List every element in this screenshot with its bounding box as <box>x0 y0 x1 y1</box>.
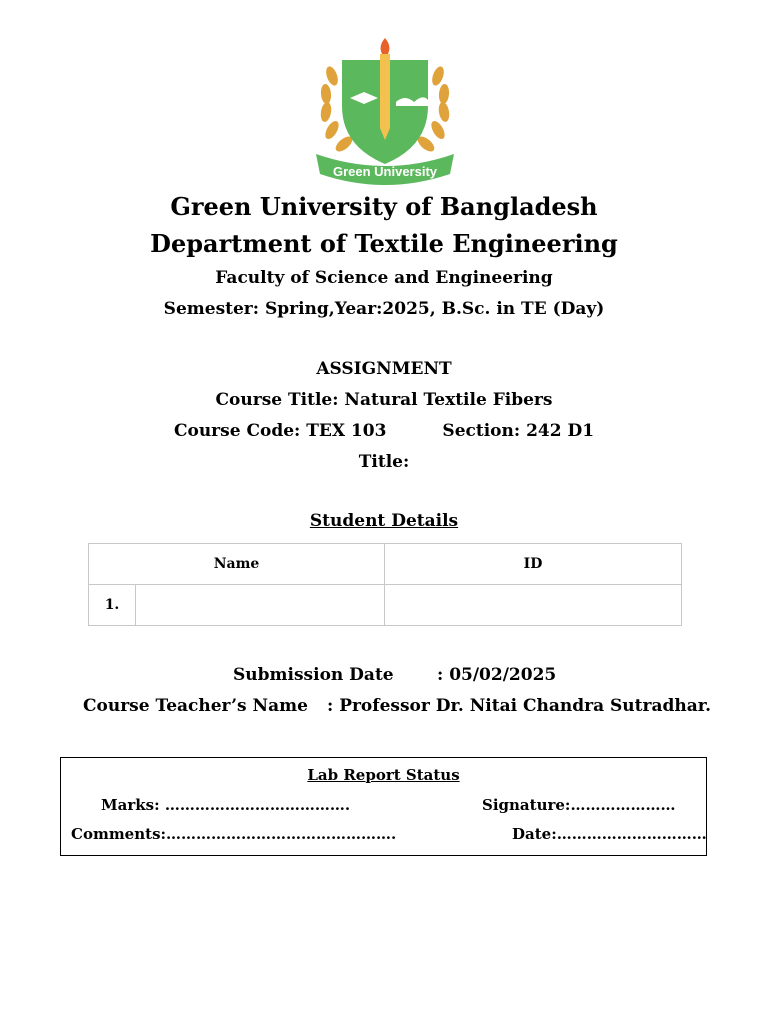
column-header-name: Name <box>89 544 385 585</box>
lab-report-status-heading: Lab Report Status <box>307 766 460 784</box>
table-row <box>89 585 682 626</box>
comments-field: Comments:………………………………………. <box>71 825 397 843</box>
university-name: Green University of Bangladesh <box>170 192 598 221</box>
marks-field: Marks: ………………………………. <box>101 796 351 814</box>
faculty-name: Faculty of Science and Engineering <box>215 268 553 288</box>
course-code-row <box>0 421 768 441</box>
student-details-heading: Student Details <box>309 511 459 531</box>
column-header-id: ID <box>385 544 682 585</box>
teacher-name-label: Course Teacher’s Name <box>83 696 308 716</box>
torch-icon <box>380 54 390 140</box>
student-id-cell <box>385 585 682 626</box>
department-name: Department of Textile Engineering <box>150 229 618 258</box>
assignment-heading: ASSIGNMENT <box>316 359 452 379</box>
date-field: Date:………………………… <box>512 825 707 843</box>
logo-text: Green University <box>332 164 438 179</box>
course-code: Course Code: TEX 103 <box>173 421 387 441</box>
student-details-table <box>88 543 682 626</box>
signature-field: Signature:………………… <box>482 796 676 814</box>
university-logo <box>310 36 460 186</box>
teacher-name-value: : Professor Dr. Nitai Chandra Sutradhar. <box>327 696 712 716</box>
lab-report-status-box <box>60 757 707 856</box>
assignment-title: Title: <box>358 452 410 472</box>
row-number: 1. <box>89 585 136 626</box>
course-title: Course Title: Natural Textile Fibers <box>215 390 553 410</box>
submission-date-value: : 05/02/2025 <box>437 665 557 685</box>
student-name-cell <box>136 585 385 626</box>
section: Section: 242 D1 <box>442 421 595 441</box>
semester-line: Semester: Spring,Year:2025, B.Sc. in TE (Day) <box>163 299 605 319</box>
table-header-row <box>89 544 682 585</box>
submission-date-label: Submission Date <box>233 665 394 685</box>
